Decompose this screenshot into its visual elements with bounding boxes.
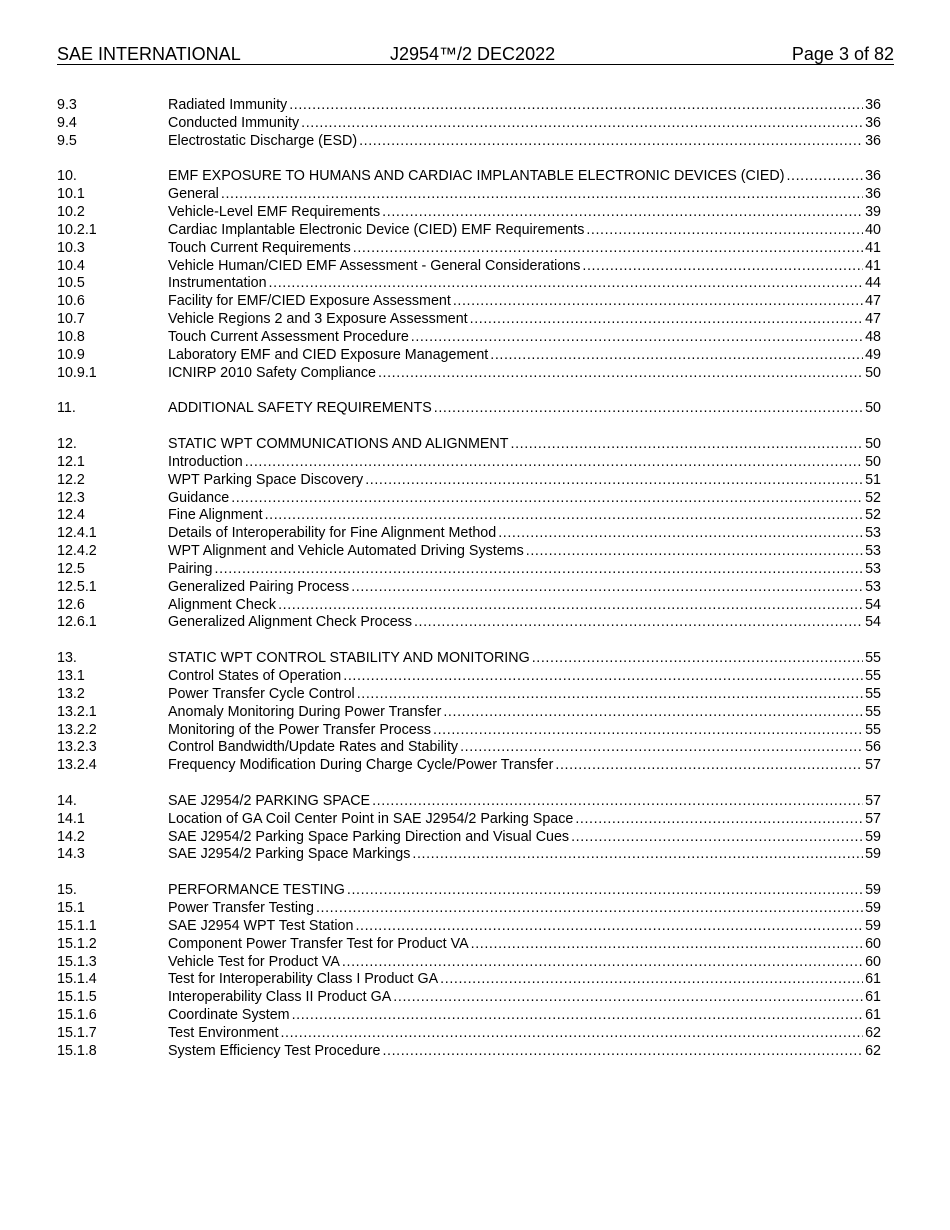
- page-ref: 61: [865, 1007, 881, 1024]
- dot-leader: [353, 240, 863, 258]
- section-title: Test for Interoperability Class I Product GA: [168, 971, 439, 988]
- dot-leader: [347, 882, 863, 900]
- section-number: 15.1.8: [57, 1042, 97, 1059]
- section-title: PERFORMANCE TESTING: [168, 882, 345, 899]
- section-title: Control Bandwidth/Update Rates and Stability: [168, 739, 459, 756]
- toc-entry[interactable]: [57, 240, 881, 258]
- toc-entry[interactable]: [57, 543, 881, 561]
- toc-entry[interactable]: [57, 722, 881, 740]
- section-title: Interoperability Class II Product GA: [168, 989, 392, 1006]
- page-ref: 55: [865, 721, 881, 738]
- page-ref: 52: [865, 507, 881, 524]
- page-ref: 47: [865, 293, 881, 310]
- header-document-id: J2954™/2 DEC2022: [390, 44, 556, 64]
- toc-entry[interactable]: [57, 311, 881, 329]
- section-title: Details of Interoperability for Fine Alignment Method: [168, 525, 497, 542]
- section-title: Cardiac Implantable Electronic Device (CIED) EMF Requirements: [168, 221, 585, 238]
- dot-leader: [434, 400, 863, 418]
- dot-leader: [526, 543, 863, 561]
- section-title: System Efficiency Test Procedure: [168, 1042, 381, 1059]
- section-title: Anomaly Monitoring During Power Transfer: [168, 703, 442, 720]
- toc-entry[interactable]: [57, 204, 881, 222]
- toc-entry[interactable]: [57, 186, 881, 204]
- section-title: Facility for EMF/CIED Exposure Assessment: [168, 293, 451, 310]
- section-number: 15.1.4: [57, 971, 97, 988]
- section-title: EMF EXPOSURE TO HUMANS AND CARDIAC IMPLANTABLE ELECTRONIC DEVICES (CIED): [168, 168, 785, 185]
- section-title: SAE J2954 WPT Test Station: [168, 917, 354, 934]
- section-number: 10.: [57, 168, 77, 185]
- page-ref: 55: [865, 668, 881, 684]
- section-title: Generalized Pairing Process: [168, 578, 350, 595]
- section-number: 13.: [57, 650, 77, 667]
- dot-leader: [278, 597, 863, 615]
- section-number: 10.7: [57, 311, 85, 328]
- section-title: STATIC WPT CONTROL STABILITY AND MONITORING: [168, 650, 530, 667]
- section-number: 15.1.5: [57, 989, 97, 1006]
- page-ref: 50: [865, 364, 881, 381]
- toc-entry[interactable]: [57, 846, 881, 864]
- page-ref: 59: [865, 917, 881, 934]
- section-title: Alignment Check: [168, 596, 277, 613]
- group-spacer: [57, 632, 881, 650]
- header-publisher: SAE INTERNATIONAL: [57, 44, 241, 64]
- toc-entry[interactable]: [57, 882, 881, 900]
- dot-leader: [586, 222, 863, 240]
- toc-entry[interactable]: [57, 275, 881, 293]
- section-title: Test Environment: [168, 1024, 279, 1041]
- page-ref: 36: [865, 132, 881, 149]
- toc-entry[interactable]: [57, 1007, 881, 1025]
- toc-entry[interactable]: [57, 668, 881, 686]
- dot-leader: [265, 507, 864, 525]
- page-ref: 60: [865, 935, 881, 952]
- page-ref: 57: [865, 757, 881, 774]
- toc-entry[interactable]: [57, 454, 881, 472]
- section-number: 15.1: [57, 899, 85, 916]
- dot-leader: [372, 793, 863, 811]
- section-title: Radiated Immunity: [168, 97, 288, 113]
- section-number: 14.1: [57, 810, 85, 827]
- page-ref: 53: [865, 525, 881, 542]
- page-ref: 59: [865, 899, 881, 916]
- page-ref: 59: [865, 828, 881, 845]
- toc-entry[interactable]: [57, 614, 881, 632]
- toc-entry[interactable]: [57, 829, 881, 847]
- dot-leader: [365, 472, 863, 490]
- section-title: SAE J2954/2 Parking Space Parking Direction and Visual Cues: [168, 828, 570, 845]
- dot-leader: [269, 275, 864, 293]
- dot-leader: [378, 365, 863, 383]
- page-ref: 57: [865, 810, 881, 827]
- table-of-contents: [57, 97, 881, 1061]
- dot-leader: [393, 989, 863, 1007]
- page-ref: 55: [865, 650, 881, 667]
- toc-entry[interactable]: [57, 579, 881, 597]
- section-number: 12.6: [57, 596, 85, 613]
- dot-leader: [414, 614, 863, 632]
- page-ref: 60: [865, 953, 881, 970]
- dot-leader: [351, 579, 863, 597]
- toc-entry[interactable]: [57, 97, 881, 115]
- dot-leader: [357, 686, 863, 704]
- dot-leader: [490, 347, 863, 365]
- page-ref: 55: [865, 703, 881, 720]
- group-spacer: [57, 383, 881, 401]
- toc-entry[interactable]: [57, 293, 881, 311]
- toc-entry[interactable]: [57, 258, 881, 276]
- toc-entry[interactable]: [57, 757, 881, 775]
- toc-entry[interactable]: [57, 347, 881, 365]
- toc-entry[interactable]: [57, 168, 881, 186]
- section-number: 14.2: [57, 828, 85, 845]
- section-number: 10.8: [57, 328, 85, 345]
- page-ref: 36: [865, 186, 881, 203]
- section-number: 9.3: [57, 97, 77, 113]
- dot-leader: [231, 490, 863, 508]
- page-ref: 36: [865, 97, 881, 113]
- section-title: Introduction: [168, 453, 243, 470]
- header-page-number: Page 3 of 82: [791, 44, 894, 64]
- section-number: 12.6.1: [57, 614, 97, 631]
- page-ref: 41: [865, 239, 881, 256]
- page-ref: 41: [865, 257, 881, 274]
- toc-entry[interactable]: [57, 472, 881, 490]
- page-ref: 61: [865, 971, 881, 988]
- toc-entry[interactable]: [57, 650, 881, 668]
- section-title: Component Power Transfer Test for Product VA: [168, 935, 469, 952]
- page-ref: 53: [865, 578, 881, 595]
- section-title: Conducted Immunity: [168, 114, 300, 131]
- section-title: ADDITIONAL SAFETY REQUIREMENTS: [168, 400, 432, 417]
- toc-entry[interactable]: [57, 525, 881, 543]
- section-title: Generalized Alignment Check Process: [168, 614, 412, 631]
- section-number: 12.4: [57, 507, 85, 524]
- dot-leader: [440, 971, 863, 989]
- dot-leader: [382, 1043, 863, 1061]
- section-title: Vehicle-Level EMF Requirements: [168, 204, 381, 221]
- page-ref: 48: [865, 328, 881, 345]
- section-title: Instrumentation: [168, 275, 267, 292]
- section-number: 15.1.7: [57, 1024, 97, 1041]
- dot-leader: [470, 311, 863, 329]
- section-number: 15.1.1: [57, 917, 97, 934]
- section-title: Guidance: [168, 489, 230, 506]
- section-title: Power Transfer Testing: [168, 899, 314, 916]
- section-number: 15.1.2: [57, 935, 97, 952]
- dot-leader: [443, 704, 863, 722]
- dot-leader: [412, 846, 863, 864]
- page-ref: 59: [865, 882, 881, 899]
- section-number: 12.2: [57, 471, 85, 488]
- page-ref: 54: [865, 614, 881, 631]
- dot-leader: [575, 811, 863, 829]
- section-number: 13.1: [57, 668, 85, 684]
- toc-entry[interactable]: [57, 989, 881, 1007]
- page-header: [57, 44, 894, 65]
- section-number: 11.: [57, 400, 76, 417]
- section-title: Laboratory EMF and CIED Exposure Management: [168, 346, 489, 363]
- toc-entry[interactable]: [57, 115, 881, 133]
- section-title: Power Transfer Cycle Control: [168, 685, 355, 702]
- section-title: General: [168, 186, 219, 203]
- dot-leader: [355, 918, 863, 936]
- toc-entry[interactable]: [57, 561, 881, 579]
- dot-leader: [301, 115, 863, 133]
- section-title: Coordinate System: [168, 1007, 290, 1024]
- dot-leader: [433, 722, 863, 740]
- section-number: 12.: [57, 436, 77, 453]
- page-ref: 57: [865, 792, 881, 809]
- section-title: Touch Current Requirements: [168, 239, 351, 256]
- section-number: 12.4.1: [57, 525, 97, 542]
- dot-leader: [343, 668, 863, 686]
- toc-entry[interactable]: [57, 900, 881, 918]
- page-ref: 54: [865, 596, 881, 613]
- dot-leader: [359, 133, 863, 151]
- toc-entry[interactable]: [57, 329, 881, 347]
- group-spacer: [57, 151, 881, 169]
- toc-entry[interactable]: [57, 793, 881, 811]
- toc-entry[interactable]: [57, 971, 881, 989]
- page-ref: 36: [865, 168, 881, 185]
- page-ref: 40: [865, 221, 881, 238]
- toc-entry[interactable]: [57, 436, 881, 454]
- page-ref: 53: [865, 543, 881, 560]
- dot-leader: [555, 757, 863, 775]
- dot-leader: [411, 329, 863, 347]
- toc-entry[interactable]: [57, 704, 881, 722]
- toc-entry[interactable]: [57, 936, 881, 954]
- section-number: 13.2: [57, 685, 85, 702]
- dot-leader: [292, 1007, 864, 1025]
- section-title: Vehicle Regions 2 and 3 Exposure Assessment: [168, 311, 468, 328]
- section-number: 15.1.6: [57, 1007, 97, 1024]
- section-number: 14.: [57, 792, 77, 809]
- page-ref: 47: [865, 311, 881, 328]
- section-title: Frequency Modification During Charge Cycle/Power Transfer: [168, 757, 554, 774]
- group-spacer: [57, 418, 881, 436]
- section-number: 10.6: [57, 293, 85, 310]
- section-title: Touch Current Assessment Procedure: [168, 328, 409, 345]
- toc-entry[interactable]: [57, 918, 881, 936]
- toc-entry[interactable]: [57, 133, 881, 151]
- toc-entry[interactable]: [57, 365, 881, 383]
- page-ref: 53: [865, 560, 881, 577]
- toc-entry[interactable]: [57, 1043, 881, 1061]
- page-ref: 52: [865, 489, 881, 506]
- toc-entry[interactable]: [57, 686, 881, 704]
- dot-leader: [532, 650, 863, 668]
- section-number: 10.4: [57, 257, 85, 274]
- section-number: 13.2.2: [57, 721, 97, 738]
- section-title: ICNIRP 2010 Safety Compliance: [168, 364, 376, 381]
- toc-entry[interactable]: [57, 507, 881, 525]
- dot-leader: [215, 561, 864, 579]
- toc-entry[interactable]: [57, 597, 881, 615]
- dot-leader: [280, 1025, 863, 1043]
- section-title: Vehicle Human/CIED EMF Assessment - General Considerations: [168, 257, 581, 274]
- section-title: STATIC WPT COMMUNICATIONS AND ALIGNMENT: [168, 436, 509, 453]
- dot-leader: [245, 454, 863, 472]
- section-number: 13.2.3: [57, 739, 97, 756]
- toc-entry[interactable]: [57, 739, 881, 757]
- group-spacer: [57, 775, 881, 793]
- section-number: 10.2.1: [57, 221, 97, 238]
- section-title: Fine Alignment: [168, 507, 263, 524]
- section-title: Pairing: [168, 560, 213, 577]
- section-title: WPT Parking Space Discovery: [168, 471, 364, 488]
- page-ref: 55: [865, 685, 881, 702]
- page-ref: 59: [865, 846, 881, 863]
- toc-entry[interactable]: [57, 490, 881, 508]
- group-spacer: [57, 864, 881, 882]
- section-title: SAE J2954/2 PARKING SPACE: [168, 792, 371, 809]
- toc-entry[interactable]: [57, 954, 881, 972]
- dot-leader: [571, 829, 863, 847]
- dot-leader: [342, 954, 863, 972]
- section-number: 12.1: [57, 453, 85, 470]
- section-number: 10.1: [57, 186, 85, 203]
- section-number: 9.4: [57, 114, 77, 131]
- section-number: 12.5.1: [57, 578, 97, 595]
- page-ref: 61: [865, 989, 881, 1006]
- section-number: 12.3: [57, 489, 85, 506]
- page-ref: 36: [865, 114, 881, 131]
- page-ref: 51: [865, 471, 881, 488]
- dot-leader: [786, 168, 863, 186]
- toc-entry[interactable]: [57, 811, 881, 829]
- section-title: Location of GA Coil Center Point in SAE J2954/2 Parking Space: [168, 810, 574, 827]
- page-ref: 62: [865, 1042, 881, 1059]
- section-number: 13.2.1: [57, 703, 97, 720]
- dot-leader: [511, 436, 864, 454]
- dot-leader: [382, 204, 863, 222]
- section-number: 10.5: [57, 275, 85, 292]
- section-number: 10.2: [57, 204, 85, 221]
- dot-leader: [289, 97, 863, 115]
- dot-leader: [471, 936, 863, 954]
- toc-entry[interactable]: [57, 1025, 881, 1043]
- section-number: 13.2.4: [57, 757, 97, 774]
- section-number: 12.4.2: [57, 543, 97, 560]
- section-number: 9.5: [57, 132, 77, 149]
- page-ref: 39: [865, 204, 881, 221]
- page-ref: 50: [865, 453, 881, 470]
- page-ref: 50: [865, 436, 881, 453]
- dot-leader: [460, 739, 863, 757]
- section-number: 15.: [57, 882, 77, 899]
- toc-entry[interactable]: [57, 400, 881, 418]
- page-ref: 49: [865, 346, 881, 363]
- section-number: 12.5: [57, 560, 85, 577]
- dot-leader: [582, 258, 863, 276]
- section-title: WPT Alignment and Vehicle Automated Driving Systems: [168, 543, 524, 560]
- page-ref: 50: [865, 400, 881, 417]
- section-title: Vehicle Test for Product VA: [168, 953, 340, 970]
- page-ref: 44: [865, 275, 881, 292]
- section-number: 10.3: [57, 239, 85, 256]
- page-ref: 62: [865, 1024, 881, 1041]
- section-number: 15.1.3: [57, 953, 97, 970]
- section-title: Electrostatic Discharge (ESD): [168, 132, 358, 149]
- section-title: SAE J2954/2 Parking Space Markings: [168, 846, 411, 863]
- dot-leader: [453, 293, 863, 311]
- section-number: 10.9: [57, 346, 85, 363]
- section-title: Monitoring of the Power Transfer Process: [168, 721, 432, 738]
- section-number: 10.9.1: [57, 364, 97, 381]
- page-ref: 56: [865, 739, 881, 756]
- section-title: Control States of Operation: [168, 668, 342, 684]
- dot-leader: [221, 186, 863, 204]
- dot-leader: [316, 900, 863, 918]
- section-number: 14.3: [57, 846, 85, 863]
- toc-entry[interactable]: [57, 222, 881, 240]
- dot-leader: [498, 525, 863, 543]
